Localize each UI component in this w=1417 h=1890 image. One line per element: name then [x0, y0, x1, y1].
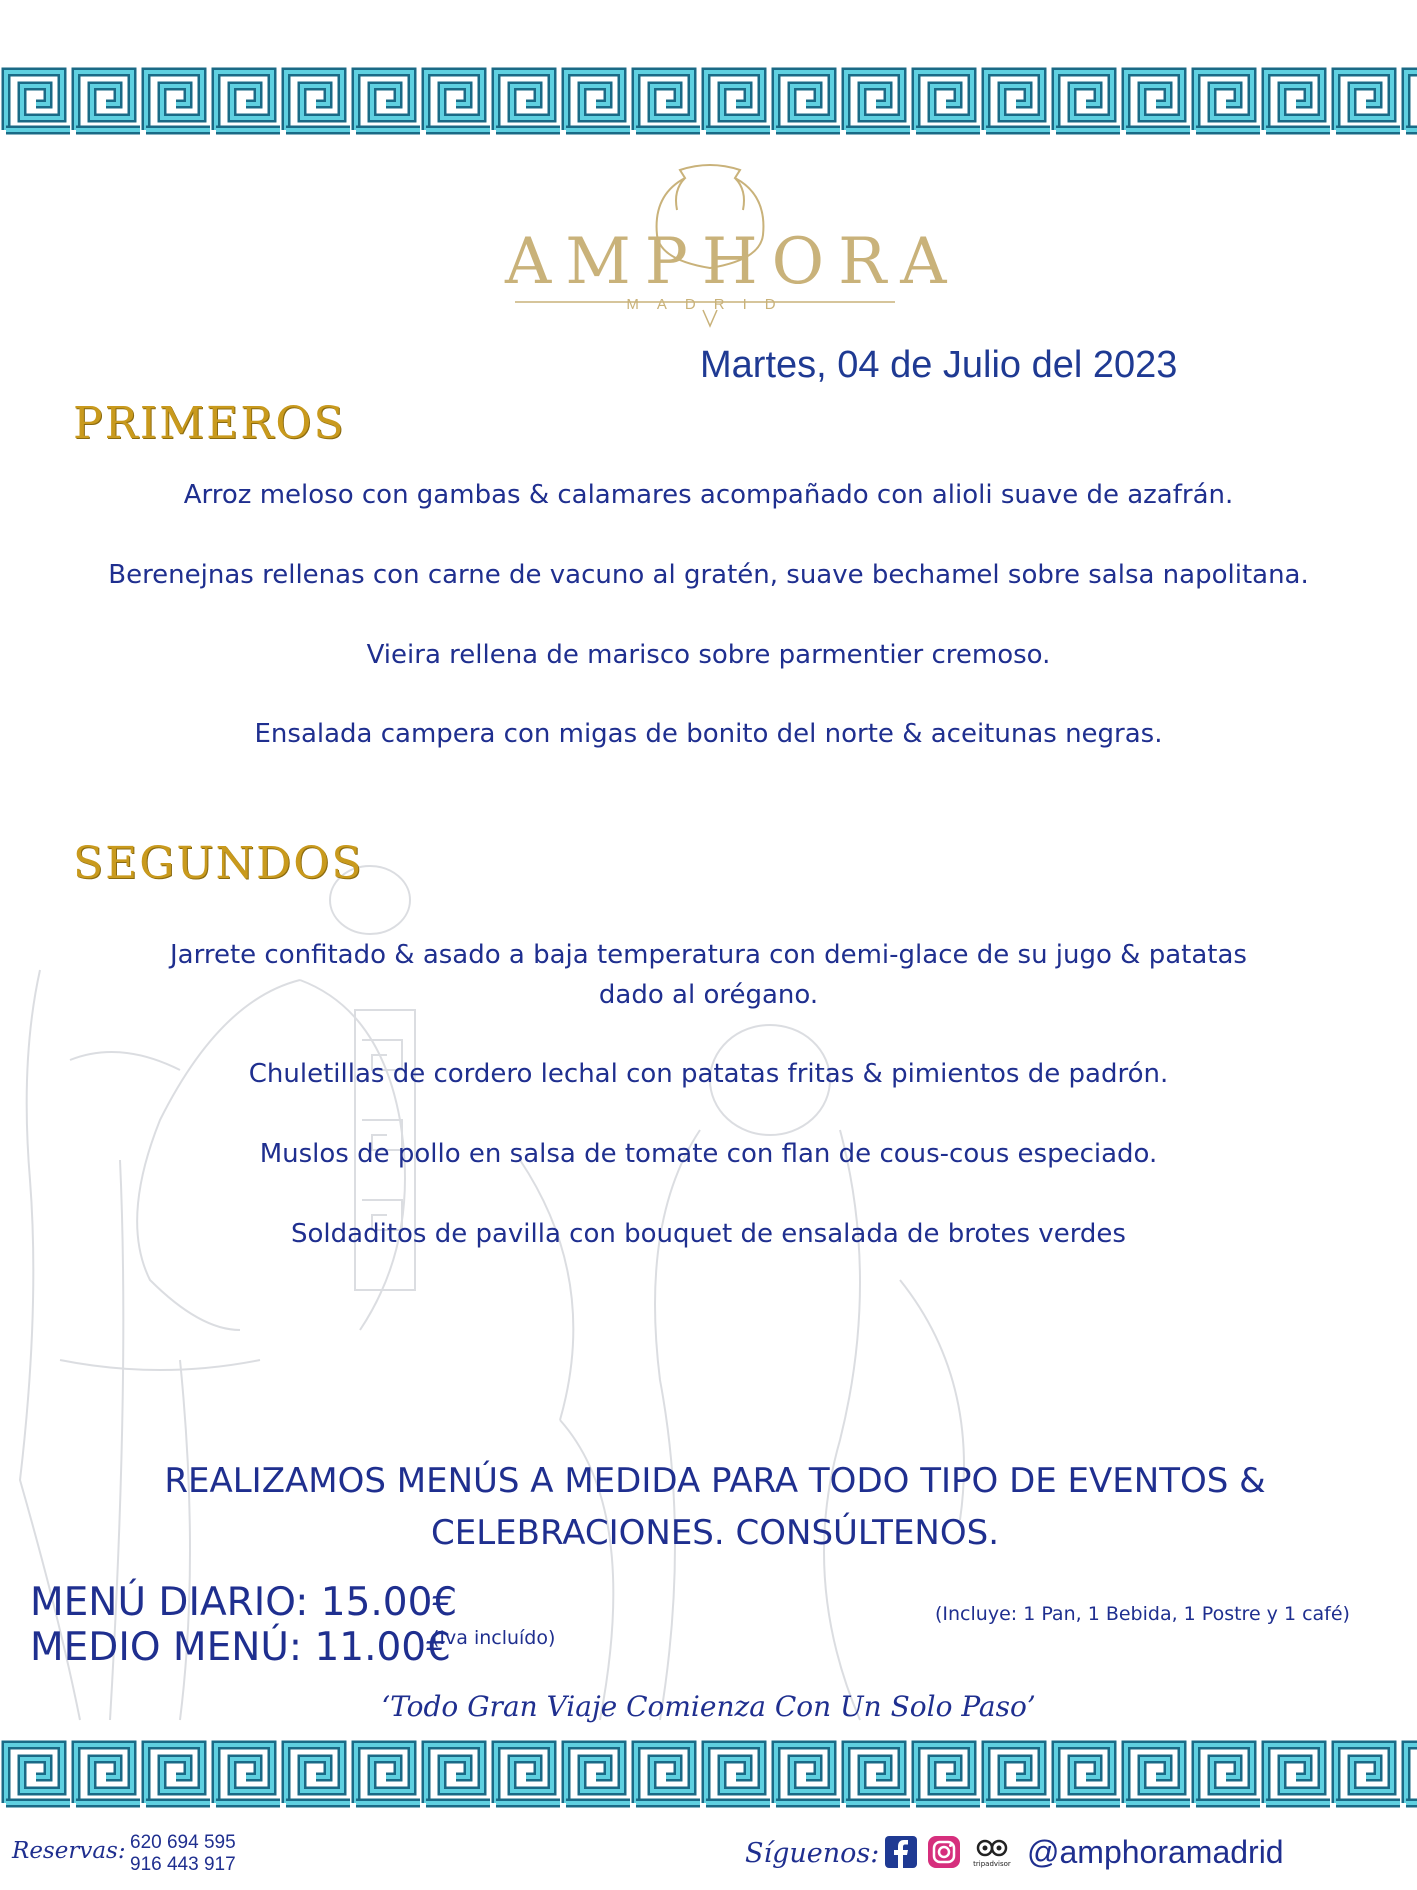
segundos-item: Muslos de pollo en salsa de tomate con flan de cous-cous especiado.	[259, 1139, 1158, 1169]
promo-line-2: CELEBRACIONES. CONSÚLTENOS.	[430, 1513, 1000, 1553]
primeros-item: Ensalada campera con migas de bonito del norte & aceitunas negras.	[254, 719, 1163, 749]
primeros-item: Berenejnas rellenas con carne de vacuno al gratén, suave bechamel sobre salsa napolitana.	[108, 560, 1309, 590]
amphora-logo	[505, 150, 961, 330]
tripadvisor-icon[interactable]	[972, 1836, 1012, 1868]
promo-line-1: REALIZAMOS MENÚS A MEDIDA PARA TODO TIPO DE EVENTOS &	[164, 1461, 1266, 1501]
bottom-greek-border	[0, 1735, 1417, 1813]
segundos-item: Soldaditos de pavilla con bouquet de ensalada de brotes verdes	[291, 1219, 1126, 1249]
medio-menu-price: MEDIO MENÚ: 11.00€	[30, 1625, 451, 1670]
brand-city: MADRID	[626, 296, 794, 313]
siguenos-label: Síguenos:	[745, 1838, 880, 1869]
tripadvisor-label: tripadvisor	[973, 1860, 1011, 1868]
menu-date: Martes, 04 de Julio del 2023	[700, 344, 1178, 386]
events-promo	[120, 1455, 1310, 1559]
social-handle[interactable]: @amphoramadrid	[1027, 1834, 1284, 1870]
menu-diario-price: MENÚ DIARIO: 15.00€	[30, 1580, 458, 1625]
reservas-label: Reservas:	[12, 1838, 126, 1864]
segundos-item: Chuletillas de cordero lechal con patatas fritas & pimientos de padrón.	[248, 1059, 1169, 1089]
includes-note: (Incluye: 1 Pan, 1 Bebida, 1 Postre y 1 café)	[935, 1603, 1350, 1625]
iva-note: (Iva incluído)	[432, 1627, 556, 1649]
segundos-title: SEGUNDOS	[73, 838, 364, 889]
primeros-item: Vieira rellena de marisco sobre parmentier cremoso.	[366, 640, 1051, 670]
facebook-icon[interactable]	[885, 1836, 917, 1868]
top-greek-border	[0, 62, 1417, 140]
primeros-item: Arroz meloso con gambas & calamares acompañado con alioli suave de azafrán.	[183, 480, 1234, 510]
primeros-title: PRIMEROS	[73, 398, 346, 449]
phone-numbers	[130, 1832, 236, 1876]
phone-2[interactable]: 916 443 917	[130, 1854, 236, 1875]
quote: ‘Todo Gran Viaje Comienza Con Un Solo Paso’	[381, 1690, 1036, 1723]
segundos-item: Jarrete confitado & asado a baja temperatura con demi-glace de su jugo & patatas dado al orégano.	[170, 940, 1247, 1010]
instagram-icon[interactable]	[928, 1836, 960, 1868]
phone-1[interactable]: 620 694 595	[130, 1832, 236, 1853]
brand-name: AMPHORA	[505, 225, 961, 299]
